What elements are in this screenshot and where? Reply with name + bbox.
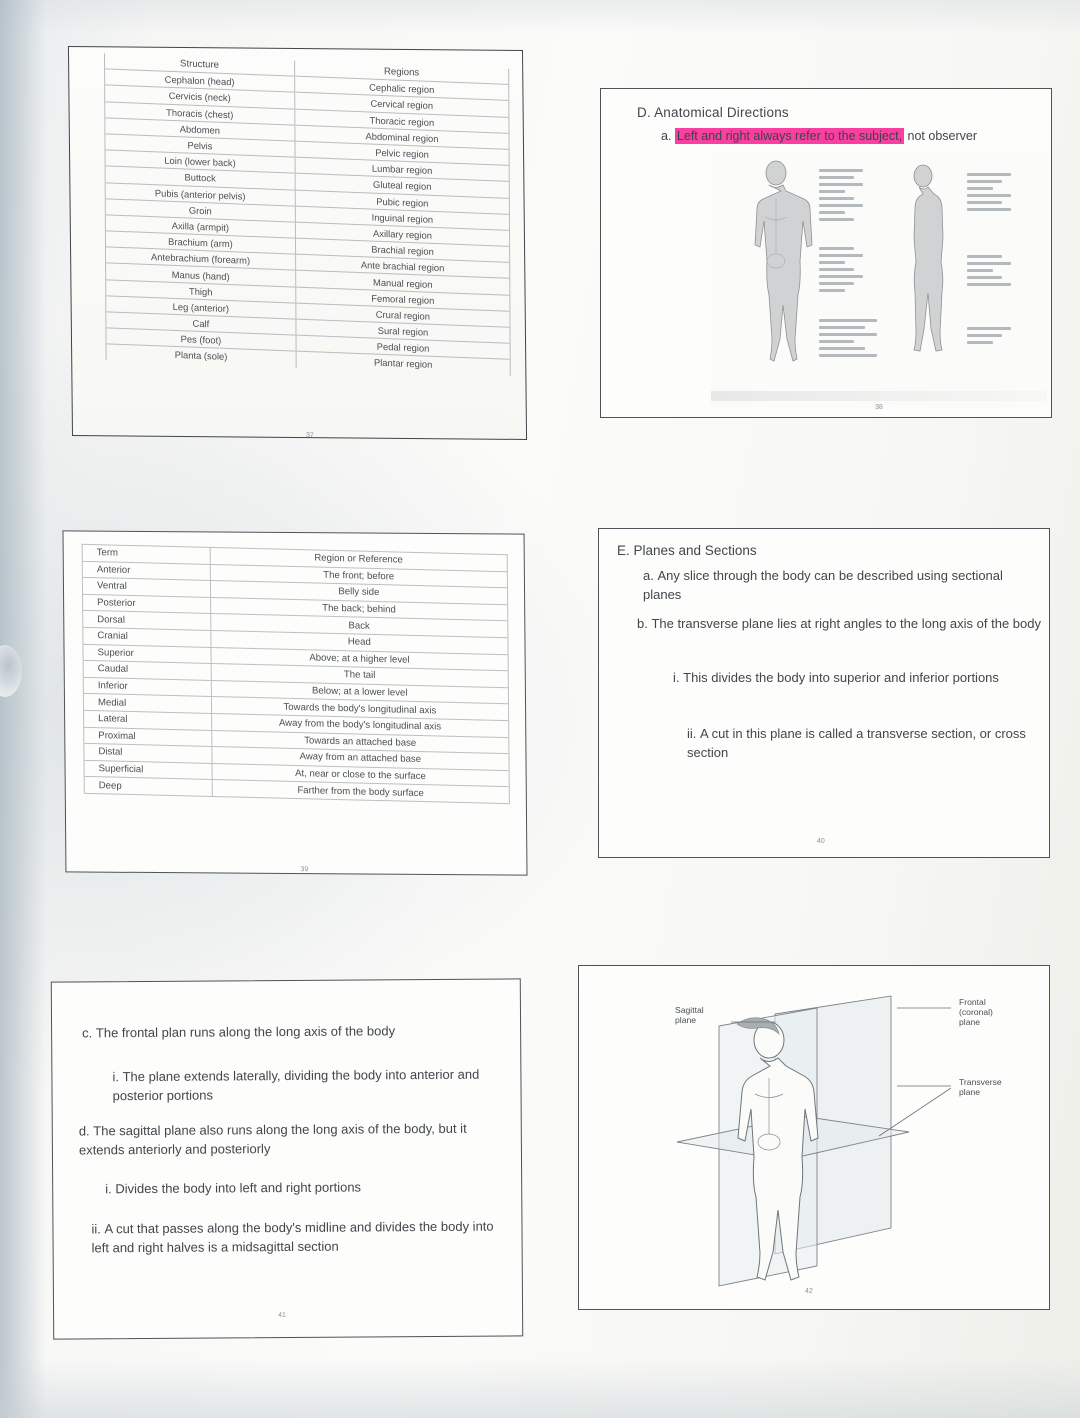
figure-label-group-right-lower — [967, 255, 1011, 290]
anterior-body-illustration — [733, 157, 819, 387]
table-row: Cranial Head — [83, 627, 507, 654]
table-row: Medial Towards the body's longitudinal axis — [84, 694, 508, 721]
planes-item-a-text: Any slice through the body can be described using sectional planes — [643, 568, 1003, 602]
table-row: Anterior The front; before — [83, 561, 507, 588]
table-row: Cervicis (neck) Cervical region — [105, 85, 508, 117]
planes-item-b-i-lead: i. — [673, 670, 680, 685]
column-header-structure: Structure — [105, 53, 295, 76]
label-transverse-plane: Transverse plane — [959, 1077, 1002, 1097]
table-row: Posterior The back; behind — [83, 594, 507, 621]
figure-label-group-right — [967, 173, 1011, 215]
slide-page-number: 40 — [817, 838, 825, 845]
slide-body-planes-diagram — [578, 965, 1050, 1310]
planes-item-b-ii-lead: ii. — [687, 726, 697, 741]
terms-table-wrapper — [82, 544, 511, 872]
planes-item-b-i — [673, 669, 1045, 688]
table-row: Buttock Gluteal region — [106, 166, 509, 198]
frontal-item-d-ii-lead: ii. — [91, 1221, 101, 1237]
slide-planes-and-sections — [598, 528, 1050, 858]
anatomical-directions-figure — [711, 151, 1047, 409]
figure-label-group-left-lower — [819, 247, 863, 296]
table-row: Loin (lower back) Lumbar region — [105, 150, 508, 182]
figure-label-group-left — [819, 169, 863, 225]
frontal-item-c-text: The frontal plan runs along the long axis of the body — [95, 1023, 396, 1041]
slide-bullet-a — [661, 129, 977, 143]
table-row: Pubis (anterior pelvis) Pubic region — [106, 182, 509, 214]
table-row: Antebrachium (forearm) Ante brachial region — [106, 247, 509, 279]
frontal-item-c-i-text: The plane extends laterally, dividing the body into anterior and posterior portions — [112, 1066, 480, 1104]
planes-item-b-lead: b. — [637, 616, 648, 631]
table-row: Groin Inguinal region — [106, 199, 509, 231]
frontal-item-d — [79, 1120, 497, 1161]
slide-body-regions-table — [68, 46, 527, 440]
slide-page-number: 38 — [875, 404, 883, 411]
planes-item-b — [637, 615, 1045, 634]
table-row: Distal Away from an attached base — [84, 743, 508, 770]
slide-anatomical-directions — [600, 88, 1052, 418]
scan-shadow-left — [0, 0, 46, 1418]
frontal-item-d-ii-text: A cut that passes along the body's midline and divides the body into left and right halves is a midsagittal section — [91, 1218, 494, 1256]
table-row: Cephalon (head) Cephalic region — [105, 69, 508, 101]
table-row: Superficial At, near or close to the surface — [84, 760, 508, 787]
lateral-body-illustration — [893, 161, 963, 383]
highlighted-phrase: Left and right always refer to the subject, — [676, 129, 903, 143]
planes-item-a-lead: a. Any slice through the body can be described using sectional planes — [643, 568, 1003, 602]
slide-directional-terms-table — [62, 530, 527, 875]
table-row: Ventral Belly side — [83, 578, 507, 605]
table-row: Axilla (armpit) Axillary region — [106, 215, 509, 247]
table-row: Manus (hand) Manual region — [106, 263, 509, 295]
scan-shadow-bottom — [0, 1358, 1080, 1418]
regions-table-wrapper — [104, 53, 511, 440]
table-row: Caudal The tail — [84, 660, 508, 687]
table-row: Abdomen Abdominal region — [105, 118, 508, 150]
table-row: Lateral Away from the body's longitudinal axis — [84, 710, 508, 737]
table-row: Planta (sole) Plantar region — [107, 344, 510, 375]
table-row: Pes (foot) Pedal region — [106, 328, 509, 360]
table-row: Deep Farther from the body surface — [85, 777, 509, 804]
slide-page-number: 42 — [805, 1288, 813, 1295]
table-row: Dorsal Back — [83, 611, 507, 638]
figure-caption-bar — [711, 391, 1047, 401]
figure-label-group-bottom-left — [819, 319, 877, 361]
table-row: Superior Above; at a higher level — [83, 644, 507, 671]
planes-item-b-ii-text: A cut in this plane is called a transverse section, or cross section — [687, 726, 1026, 760]
label-frontal-coronal-plane: Frontal (coronal) plane — [959, 997, 993, 1027]
planes-item-b-i-text: This divides the body into superior and inferior portions — [683, 670, 999, 685]
column-header-term: Term — [83, 545, 210, 564]
table-row: Thigh Femoral region — [106, 279, 509, 311]
figure-label-group-bottom-right — [967, 327, 1011, 348]
terms-table — [83, 545, 509, 804]
frontal-item-d-text: The sagittal plane also runs along the long axis of the body, but it extends anteriorly and posteriorly — [78, 1120, 467, 1158]
label-sagittal-plane: Sagittal plane — [675, 1005, 704, 1025]
planes-item-b-text: The transverse plane lies at right angles to the long axis of the body — [651, 616, 1041, 631]
bullet-trailing-text: not observer — [904, 129, 978, 143]
table-row: Pelvis Pelvic region — [105, 134, 508, 166]
slide-heading: E. Planes and Sections — [617, 543, 757, 558]
regions-table — [105, 53, 510, 375]
scan-shadow-top — [0, 0, 1080, 34]
table-row: Inferior Below; at a lower level — [84, 677, 508, 704]
frontal-item-c-i-lead: i. — [112, 1069, 119, 1085]
frontal-item-d-i-lead: i. — [105, 1181, 112, 1197]
column-header-region-reference: Region or Reference — [210, 548, 507, 571]
table-row: Calf Sural region — [106, 312, 509, 344]
column-header-regions: Regions — [383, 66, 420, 79]
slide-page-number: 41 — [278, 1312, 286, 1320]
frontal-item-d-lead: d. — [78, 1123, 90, 1139]
table-row: Leg (anterior) Crural region — [106, 296, 509, 328]
table-row: Proximal Towards an attached base — [84, 727, 508, 754]
planes-item-b-ii — [687, 725, 1045, 763]
table-row: Thoracis (chest) Thoracic region — [105, 101, 508, 133]
frontal-item-c — [82, 1022, 492, 1044]
slide-frontal-sagittal-planes — [51, 978, 523, 1339]
table-row: Brachium (arm) Brachial region — [106, 231, 509, 263]
frontal-item-c-i — [112, 1066, 492, 1106]
frontal-item-c-lead: c. — [82, 1025, 93, 1041]
slide-page-number: 39 — [300, 866, 309, 874]
frontal-item-d-ii — [91, 1218, 501, 1259]
planes-item-a — [643, 567, 1043, 605]
frontal-item-d-i-text: Divides the body into left and right portions — [115, 1179, 362, 1197]
bullet-letter: a. — [661, 129, 672, 143]
slide-page-number: 37 — [306, 431, 314, 440]
slide-heading: D. Anatomical Directions — [637, 105, 789, 120]
frontal-item-d-i — [105, 1178, 497, 1200]
